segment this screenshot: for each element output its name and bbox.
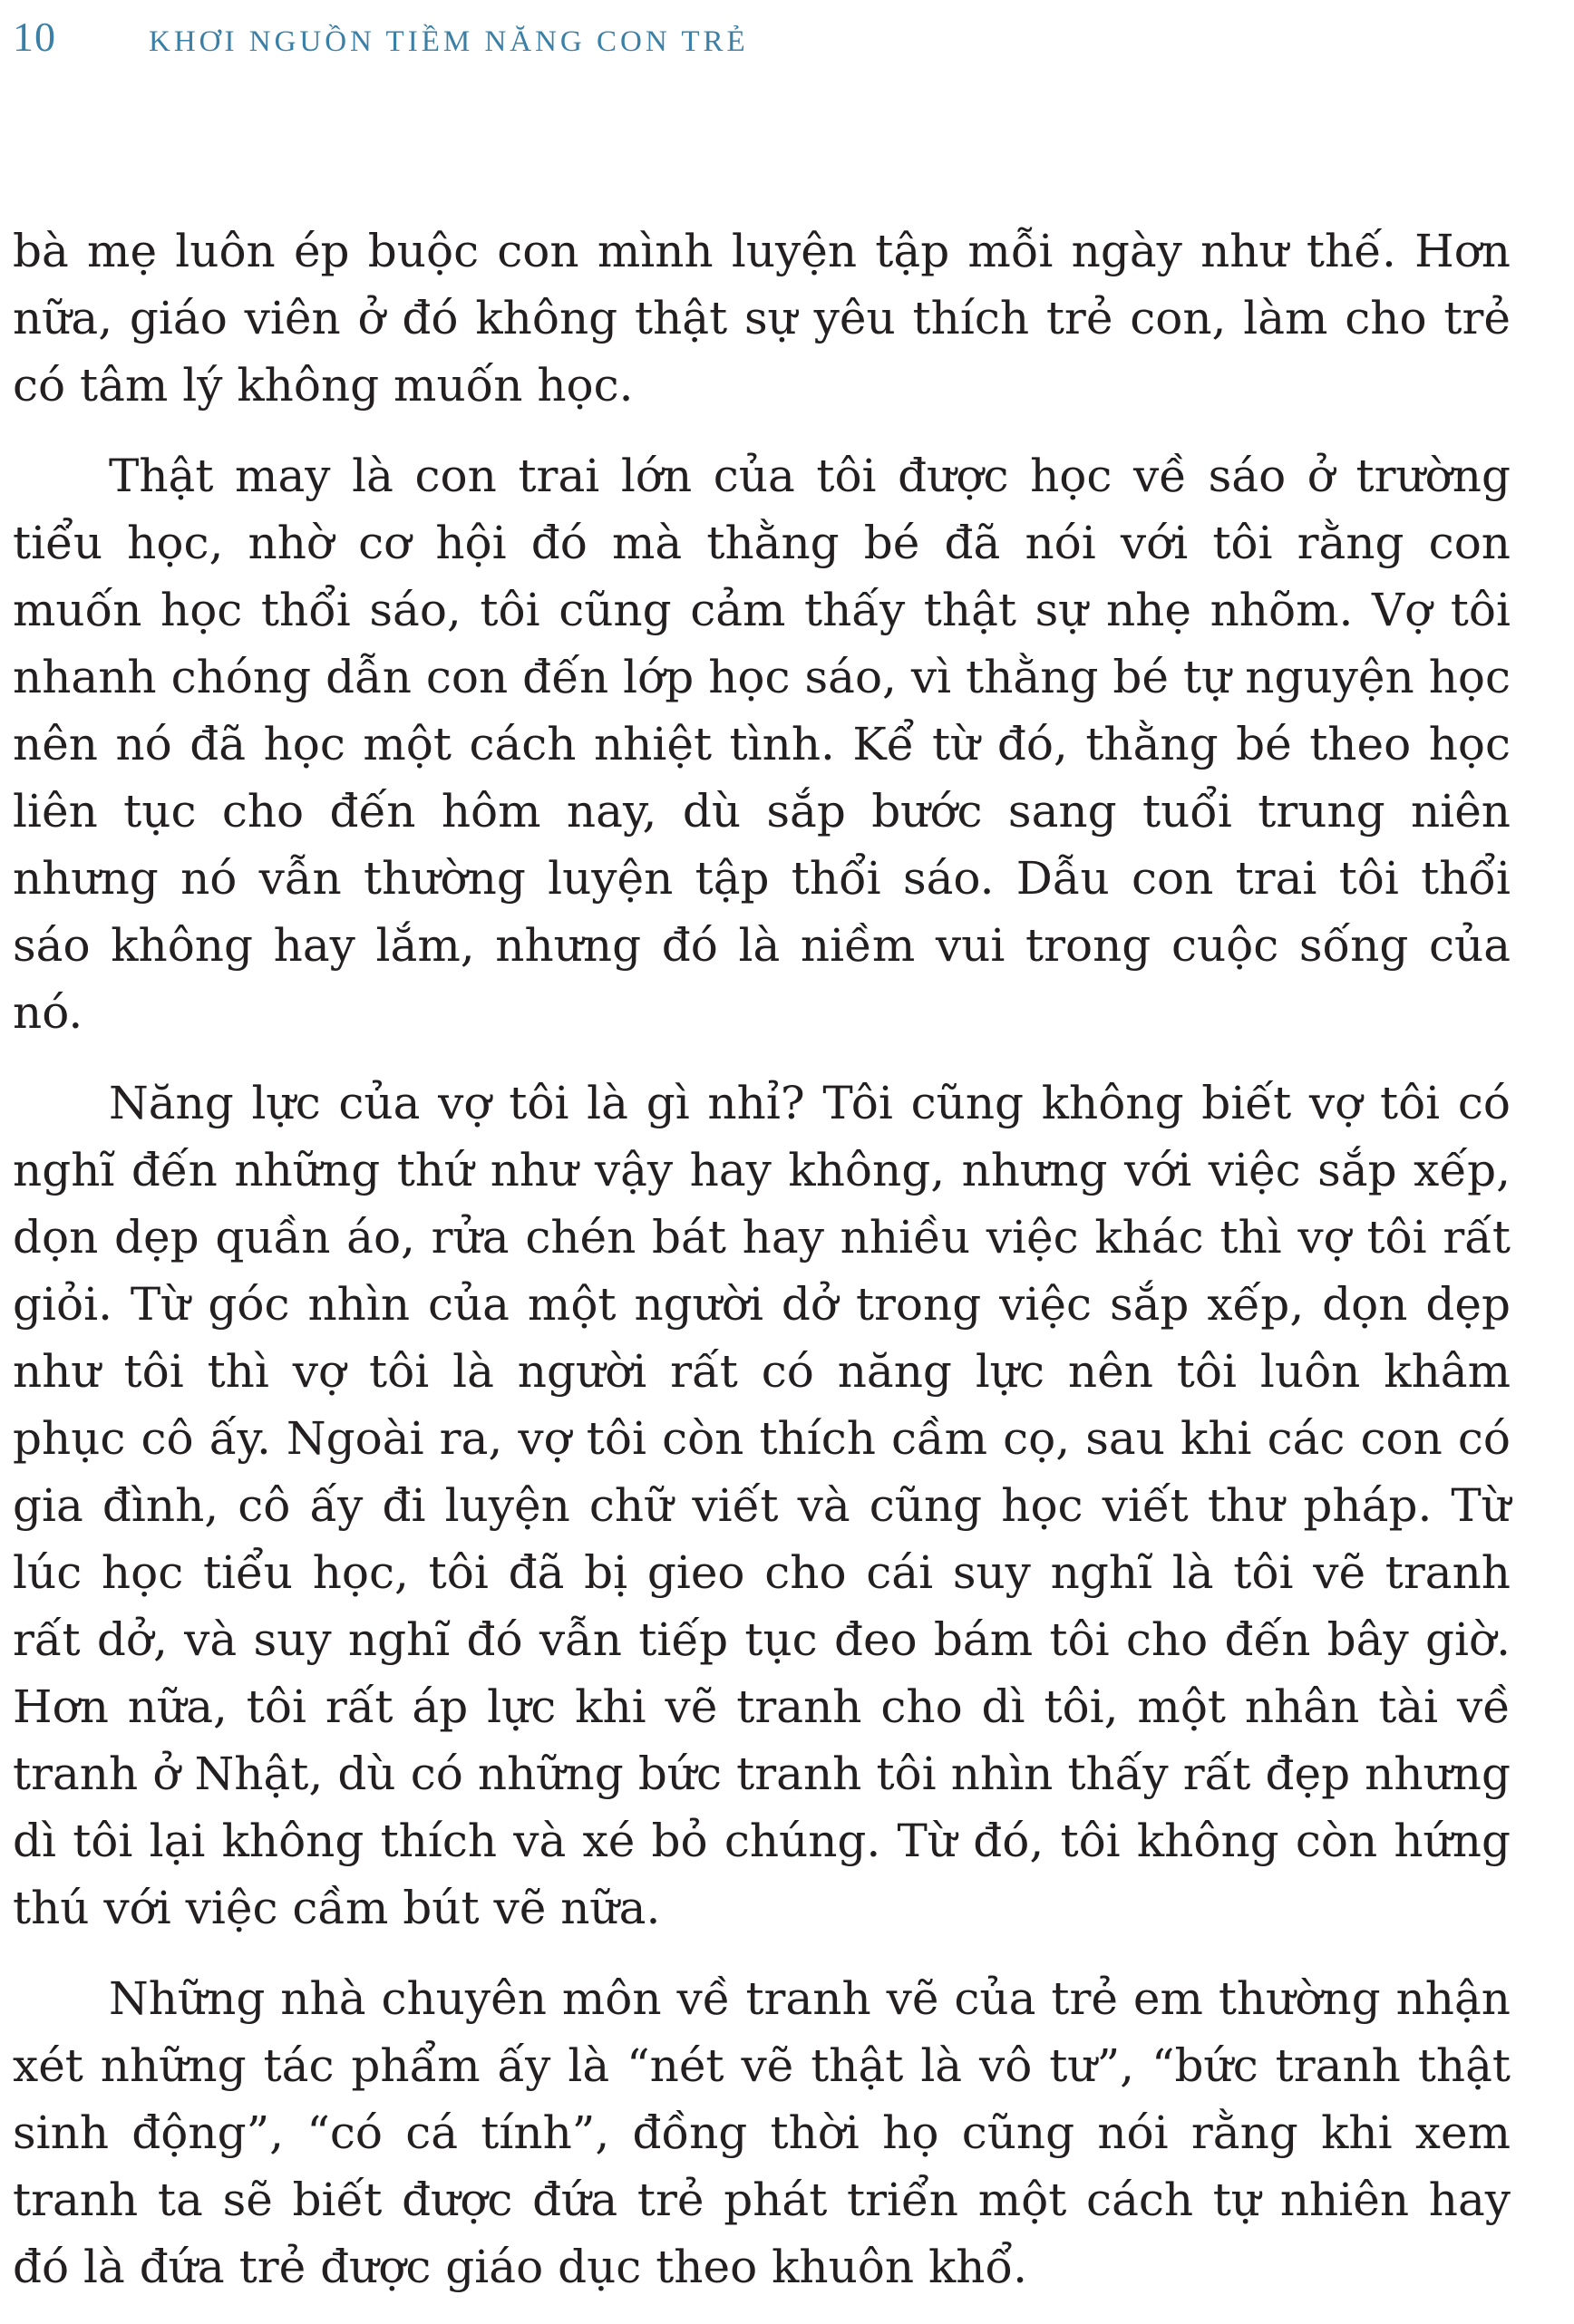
paragraph-wife-ability: Năng lực của vợ tôi là gì nhỉ? Tôi cũng không biết vợ tôi có nghĩ đến những thứ như vậy hay không, nhưng với việc sắp xếp, dọn dẹp quần áo, rửa chén bát hay nhiều việc khác thì vợ tôi rất giỏi. Từ góc nhìn của một người dở trong việc sắp xếp, dọn dẹp như tôi thì vợ tôi là người rất có năng lực nên tôi luôn khâm phục cô ấy. Ngoài ra, vợ tôi còn thích cầm cọ, sau khi các con có gia đình, cô ấy đi luyện chữ viết và cũng học viết thư pháp. Từ lúc học tiểu học, tôi đã bị gieo cho cái suy nghĩ là tôi vẽ tranh rất dở, và suy nghĩ đó vẫn tiếp tục đeo bám tôi cho đến bây giờ. Hơn nữa, tôi rất áp lực khi vẽ tranh cho dì tôi, một nhân tài về tranh ở Nhật, dù có những bức tranh tôi nhìn thấy rất đẹp nhưng dì tôi lại không thích và xé bỏ chúng. Từ đó, tôi không còn hứng thú với việc cầm bút vẽ nữa. [13, 1077, 1511, 1934]
book-title: KHƠI NGUỒN TIỀM NĂNG CON TRẺ [149, 25, 749, 58]
paragraph-experts: Những nhà chuyên môn về tranh vẽ của trẻ em thường nhận xét những tác phẩm ấy là “nét vẽ thật là vô tư”, “bức tranh thật sinh động”, “có cá tính”, đồng thời họ cũng nói rằng khi xem tranh ta sẽ biết được đứa trẻ phát triển một cách tự nhiên hay đó là đứa trẻ được giáo dục theo khuôn khổ. [13, 1972, 1511, 2293]
body-text [13, 218, 1511, 2324]
paragraph-flute: Thật may là con trai lớn của tôi được học về sáo ở trường tiểu học, nhờ cơ hội đó mà thằng bé đã nói với tôi rằng con muốn học thổi sáo, tôi cũng cảm thấy thật sự nhẹ nhõm. Vợ tôi nhanh chóng dẫn con đến lớp học sáo, vì thằng bé tự nguyện học nên nó đã học một cách nhiệt tình. Kể từ đó, thằng bé theo học liên tục cho đến hôm nay, dù sắp bước sang tuổi trung niên nhưng nó vẫn thường luyện tập thổi sáo. Dẫu con trai tôi thổi sáo không hay lắm, nhưng đó là niềm vui trong cuộc sống của nó. [13, 450, 1511, 1039]
page-number: 10 [13, 14, 56, 60]
running-header [13, 13, 749, 58]
paragraph-continued: bà mẹ luôn ép buộc con mình luyện tập mỗi ngày như thế. Hơn nữa, giáo viên ở đó không thật sự yêu thích trẻ con, làm cho trẻ có tâm lý không muốn học. [13, 225, 1511, 412]
